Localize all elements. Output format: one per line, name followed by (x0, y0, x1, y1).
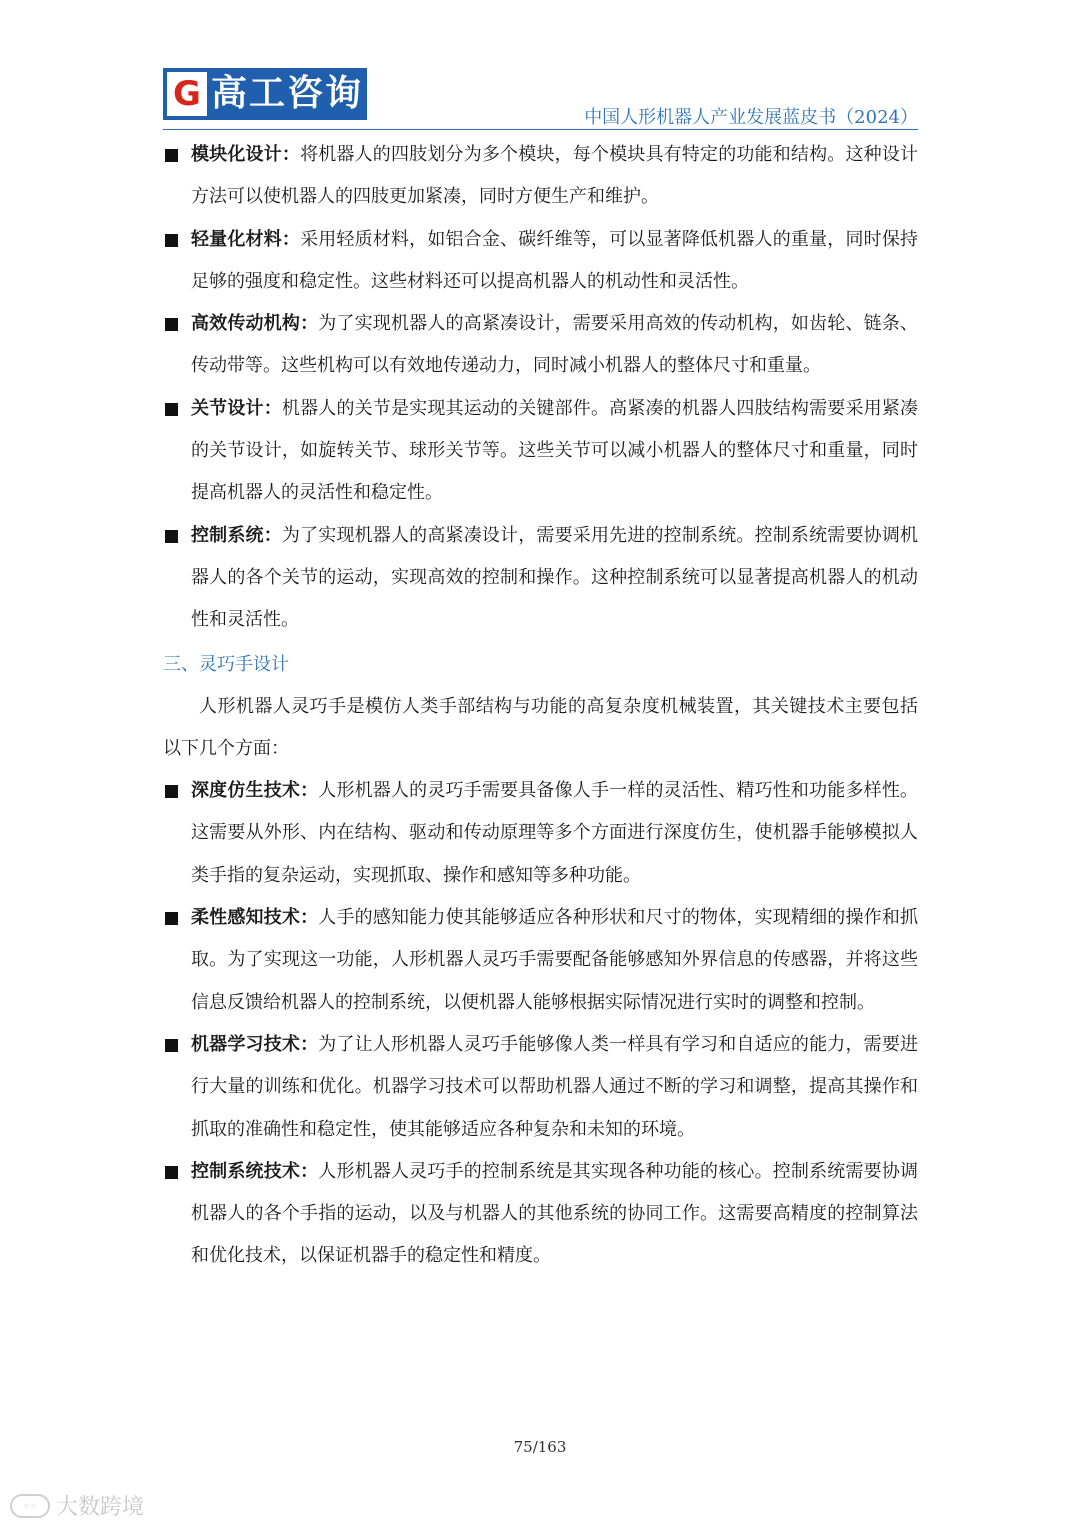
bullet-term: 深度仿生技术： (191, 780, 319, 802)
bullet-text: 为了让人形机器人灵巧手能够像人类一样具有学习和自适应的能力，需要进行大量的训练和优化。机器学习技术可以帮助机器人通过不断的学习和调整，提高其操作和抓取的准确性和稳定性，使其能够适应各种复杂和未知的环境。 (191, 1033, 919, 1140)
bullet-text: 人形机器人的灵巧手需要具备像人手一样的灵活性、精巧性和功能多样性。这需要从外形、内在结构、驱动和传动原理等多个方面进行深度仿生，使机器手能够模拟人类手指的复杂运动，实现抓取、操作和感知等多种功能。 (191, 780, 919, 886)
bullet-term: 柔性感知技术： (191, 907, 319, 929)
page-number: 75/163 (513, 1438, 567, 1456)
bullet-item (163, 303, 918, 388)
header-title: 中国人形机器人产业发展蓝皮书（2024） (584, 107, 918, 128)
bullet-term: 机器学习技术： (191, 1033, 319, 1055)
bullet-term: 控制系统技术： (191, 1160, 319, 1182)
header-divider (163, 129, 918, 130)
square-bullet-icon (165, 530, 178, 543)
bullet-item (163, 515, 918, 642)
square-bullet-icon (165, 1166, 178, 1179)
bullet-item (163, 388, 918, 515)
bullet-item (163, 1024, 918, 1151)
bullet-text: 机器人的关节是实现其运动的关键部件。高紧凑的机器人四肢结构需要采用紧凑的关节设计，如旋转关节、球形关节等。这些关节可以减小机器人的整体尺寸和重量，同时提高机器人的灵活性和稳定性。 (191, 397, 919, 504)
bullet-term: 高效传动机构： (191, 313, 319, 335)
logo-text: 高工咨询 (211, 73, 364, 114)
bullet-text: 将机器人的四肢划分为多个模块，每个模块具有特定的功能和结构。这种设计方法可以使机器人的四肢更加紧凑，同时方便生产和维护。 (191, 144, 918, 208)
square-bullet-icon (165, 912, 178, 925)
bullet-item (163, 897, 918, 1024)
logo-mark: G (167, 72, 207, 116)
watermark-text: 大数跨境 (56, 1495, 145, 1520)
bullet-item (163, 134, 918, 219)
bullet-item (163, 770, 918, 897)
bullet-text: 人手的感知能力使其能够适应各种形状和尺寸的物体，实现精细的操作和抓取。为了实现这一功能，人形机器人灵巧手需要配备能够感知外界信息的传感器，并将这些信息反馈给机器人的控制系统，以便机器人能够根据实际情况进行实时的调整和控制。 (191, 907, 919, 1013)
bullet-term: 关节设计： (191, 397, 282, 419)
chat-bubble-icon: ◦◦ (10, 1494, 50, 1518)
watermark (10, 1490, 144, 1521)
page-content (163, 134, 918, 1278)
section-heading: 三、灵巧手设计 (163, 653, 289, 675)
bullet-term: 控制系统： (191, 524, 282, 546)
section-intro: 人形机器人灵巧手是模仿人类手部结构与功能的高复杂度机械装置，其关键技术主要包括以下几个方面： (163, 695, 918, 759)
bullet-term: 轻量化材料： (191, 228, 301, 250)
square-bullet-icon (165, 149, 178, 162)
square-bullet-icon (165, 234, 178, 247)
company-logo (163, 68, 367, 120)
bullet-item (163, 219, 918, 304)
bullet-text: 为了实现机器人的高紧凑设计，需要采用高效的传动机构，如齿轮、链条、传动带等。这些机构可以有效地传递动力，同时减小机器人的整体尺寸和重量。 (191, 313, 919, 377)
bullet-text: 采用轻质材料，如铝合金、碳纤维等，可以显著降低机器人的重量，同时保持足够的强度和稳定性。这些材料还可以提高机器人的机动性和灵活性。 (191, 228, 918, 292)
bullet-item (163, 1151, 918, 1278)
square-bullet-icon (165, 785, 178, 798)
bullet-text: 人形机器人灵巧手的控制系统是其实现各种功能的核心。控制系统需要协调机器人的各个手指的运动，以及与机器人的其他系统的协同工作。这需要高精度的控制算法和优化技术，以保证机器手的稳定性和精度。 (191, 1160, 919, 1267)
square-bullet-icon (165, 403, 178, 416)
square-bullet-icon (165, 318, 178, 331)
bullet-term: 模块化设计： (191, 144, 301, 165)
square-bullet-icon (165, 1039, 178, 1052)
bullet-text: 为了实现机器人的高紧凑设计，需要采用先进的控制系统。控制系统需要协调机器人的各个关节的运动，实现高效的控制和操作。这种控制系统可以显著提高机器人的机动性和灵活性。 (191, 524, 919, 631)
